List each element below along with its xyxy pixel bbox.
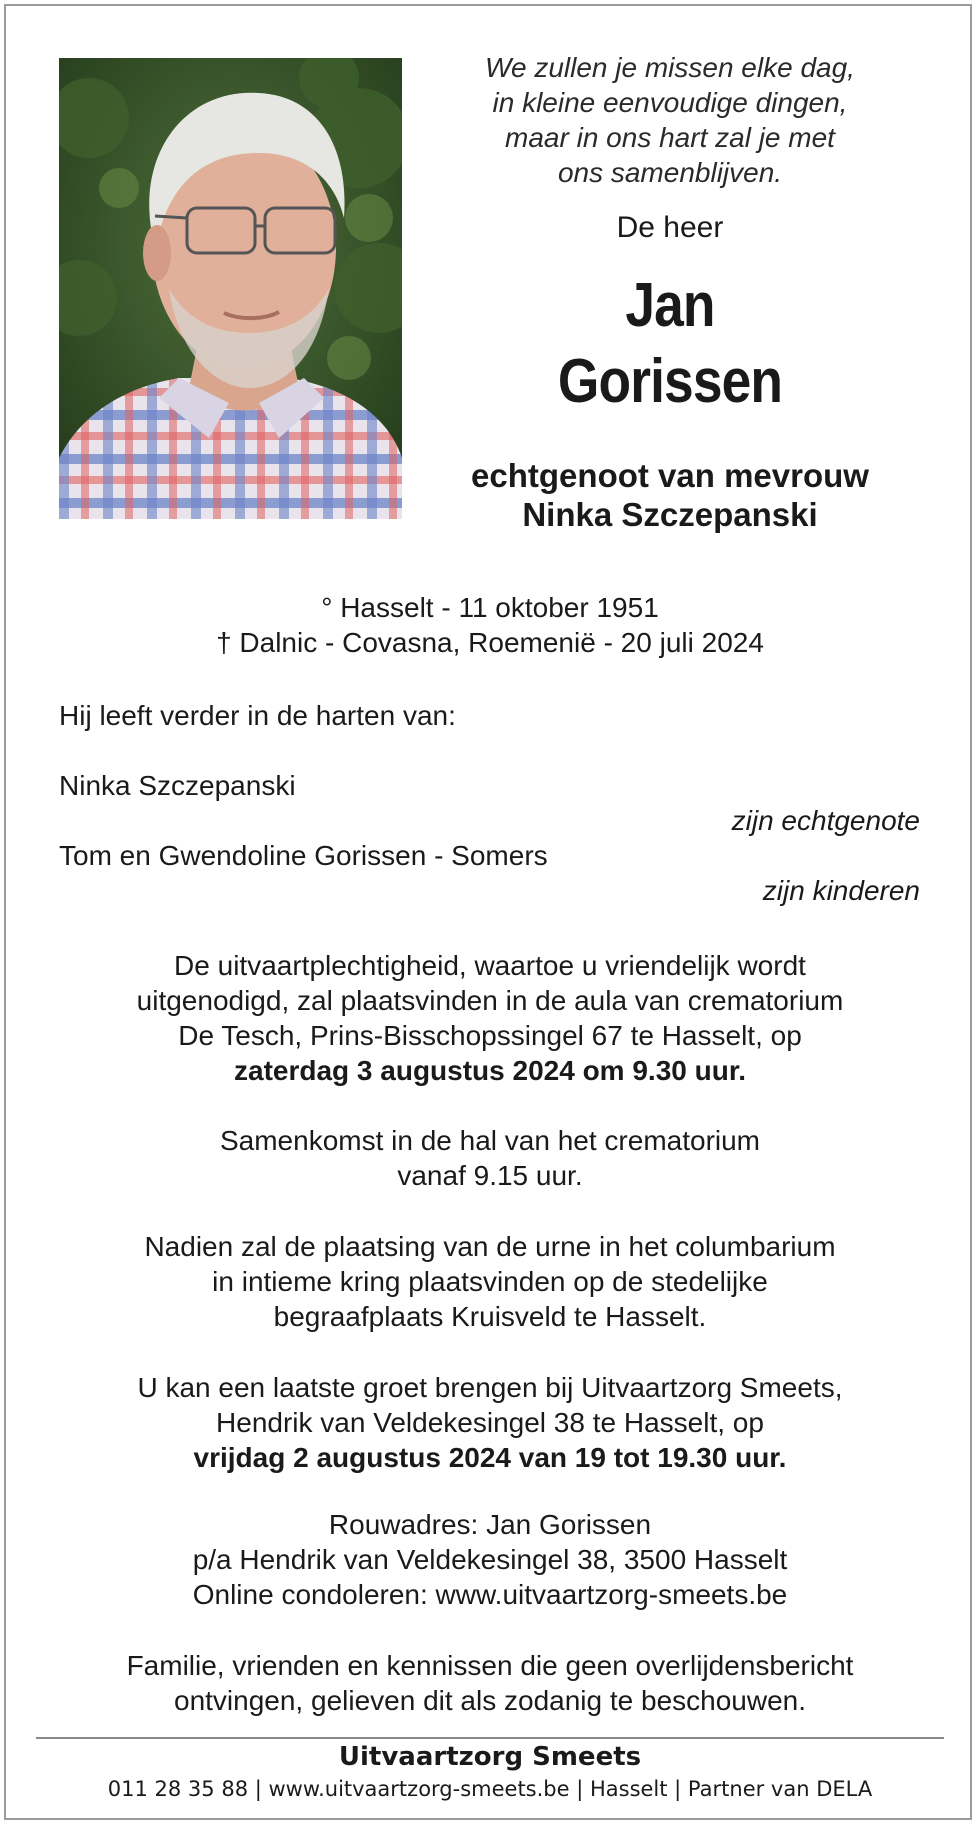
- urn-paragraph: [0, 1229, 980, 1334]
- gathering-line: Samenkomst in de hal van het crematorium: [219, 1125, 761, 1156]
- gathering-line: vanaf 9.15 uur.: [397, 1160, 583, 1191]
- address-paragraph: [0, 1507, 980, 1612]
- relative-role: zijn echtgenote: [731, 805, 920, 836]
- header-text: [430, 50, 910, 534]
- relative-name: Ninka Szczepanski: [59, 770, 296, 801]
- notice-line: Familie, vrienden en kennissen die geen overlijdensbericht: [126, 1650, 854, 1681]
- portrait-photo: [59, 58, 402, 519]
- address-line: p/a Hendrik van Veldekesingel 38, 3500 Hasselt: [192, 1544, 788, 1575]
- spouse-info: [430, 456, 910, 534]
- ceremony-line: De Tesch, Prins-Bisschopssingel 67 te Hasselt, op: [178, 1020, 802, 1051]
- farewell-line: U kan een laatste groet brengen bij Uitvaartzorg Smeets,: [137, 1372, 843, 1403]
- online-condolence: Online condoleren: www.uitvaartzorg-smeets.be: [192, 1579, 788, 1610]
- poem-line: ons samenblijven.: [557, 157, 783, 188]
- spouse-name: Ninka Szczepanski: [522, 496, 818, 533]
- poem-line: in kleine eenvoudige dingen,: [492, 87, 848, 118]
- ceremony-paragraph: [0, 948, 980, 1088]
- notice-paragraph: [0, 1648, 980, 1718]
- ceremony-datetime: zaterdag 3 augustus 2024 om 9.30 uur.: [234, 1055, 746, 1086]
- funeral-home-name: Uitvaartzorg Smeets: [338, 1742, 642, 1772]
- poem-line: maar in ons hart zal je met: [505, 122, 835, 153]
- spouse-line: echtgenoot van mevrouw: [471, 457, 869, 494]
- farewell-line: Hendrik van Veldekesingel 38 te Hasselt, op: [216, 1407, 764, 1438]
- relative-name: Tom en Gwendoline Gorissen - Somers: [59, 840, 548, 871]
- ceremony-line: uitgenodigd, zal plaatsvinden in de aula van crematorium: [136, 985, 844, 1016]
- urn-line: Nadien zal de plaatsing van de urne in het columbarium: [144, 1231, 836, 1262]
- deceased-first-name: Jan: [625, 271, 715, 340]
- poem: [430, 50, 910, 190]
- farewell-paragraph: [0, 1370, 980, 1475]
- address-line: Rouwadres: Jan Gorissen: [328, 1509, 652, 1540]
- birth-date: ° Hasselt - 11 oktober 1951: [321, 592, 659, 623]
- gathering-paragraph: [0, 1123, 980, 1193]
- salutation: De heer: [616, 211, 724, 244]
- urn-line: begraafplaats Kruisveld te Hasselt.: [273, 1301, 707, 1332]
- ceremony-line: De uitvaartplechtigheid, waartoe u vriendelijk wordt: [174, 950, 806, 981]
- deceased-last-name: Gorissen: [557, 347, 783, 416]
- lives-on-heading: Hij leeft verder in de harten van:: [59, 700, 456, 731]
- death-date: † Dalnic - Covasna, Roemenië - 20 juli 2024: [216, 627, 764, 658]
- poem-line: We zullen je missen elke dag,: [485, 52, 855, 83]
- urn-line: in intieme kring plaatsvinden op de stedelijke: [212, 1266, 768, 1297]
- relative-role: zijn kinderen: [762, 875, 920, 906]
- notice-line: ontvingen, gelieven dit als zodanig te beschouwen.: [174, 1685, 806, 1716]
- funeral-home-contact: 011 28 35 88 | www.uitvaartzorg-smeets.be | Hasselt | Partner van DELA: [107, 1777, 873, 1801]
- footer-divider: [36, 1737, 944, 1739]
- birth-death-dates: [0, 590, 980, 660]
- farewell-datetime: vrijdag 2 augustus 2024 van 19 tot 19.30 uur.: [193, 1442, 787, 1473]
